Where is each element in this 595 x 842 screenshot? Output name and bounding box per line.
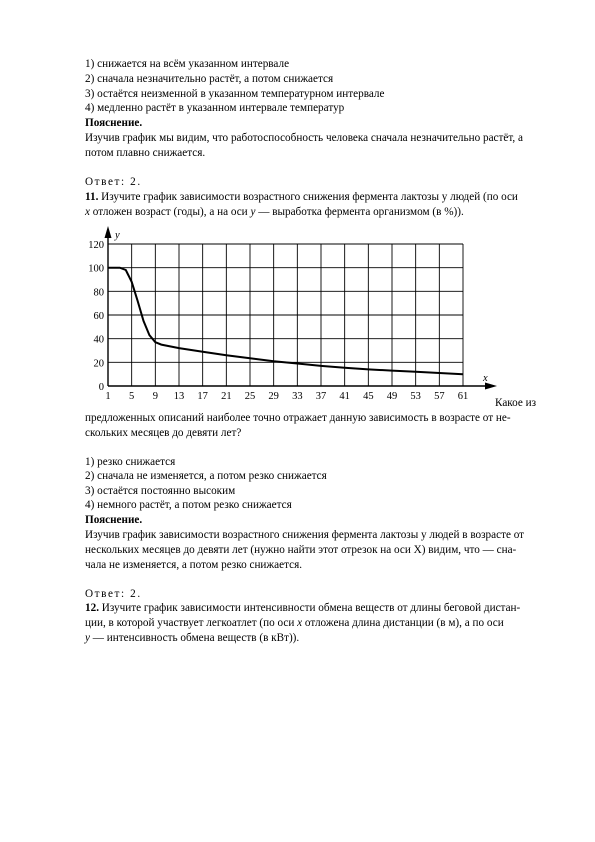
q11-option-3: 3) остаётся постоянно высоким: [85, 485, 236, 497]
q12-question-line2: [85, 616, 504, 630]
y-axis-arrow: [105, 226, 112, 238]
q10-explanation-line: Изучив график мы видим, что работоспособность человека сначала незначительно растёт, а: [85, 132, 523, 144]
x-tick-label: 53: [410, 391, 421, 402]
x-tick-label: 9: [152, 391, 158, 402]
q12-y-var: y: [85, 632, 90, 644]
x-tick-label: 29: [268, 391, 279, 402]
chart-axes: [105, 226, 498, 390]
q11-option-1: 1) резко снижается: [85, 456, 176, 468]
q11-text: — выработка фермента организмом (в %)).: [255, 206, 464, 218]
q11-after-chart: Какое из: [495, 397, 537, 409]
y-tick-label: 60: [93, 311, 104, 322]
x-tick-label: 17: [197, 391, 208, 402]
q10-option-1: 1) снижается на всём указанном интервале: [85, 58, 290, 70]
q11-question: [85, 190, 518, 204]
q12-text: — интенсивность обмена веществ (в кВт)).: [89, 632, 300, 644]
q11-number: 11.: [85, 191, 99, 203]
x-tick-label: 21: [221, 391, 232, 402]
q11-answer: Ответ: 2.: [85, 588, 142, 600]
q11-option-4: 4) немного растёт, а потом резко снижается: [85, 499, 292, 511]
q10-option-4: 4) медленно растёт в указанном интервале температур: [85, 102, 345, 114]
x-axis-label: x: [483, 373, 488, 384]
y-tick-label: 40: [93, 334, 104, 346]
q12-text: отложена длина дистанции (в м), а по оси: [302, 617, 504, 629]
y-tick-label: 100: [88, 263, 104, 275]
series-line: [108, 268, 463, 375]
q12-question-line3: [85, 631, 299, 645]
q11-x-var: x: [85, 206, 90, 218]
q11-question-line2: [85, 205, 464, 219]
y-tick-label: 20: [93, 358, 104, 370]
chart-series: [108, 268, 463, 375]
q12-number: 12.: [85, 602, 99, 614]
x-tick-label: 25: [244, 391, 256, 402]
x-tick-label: 45: [363, 391, 374, 402]
q11-text: отложен возраст (годы), а на оси: [89, 206, 251, 218]
q11-y-var: y: [250, 206, 256, 218]
q11-question-line1: Изучите график зависимости возрастного снижения фермента лактозы у людей (по оси: [101, 191, 518, 203]
q12-text: Изучите график зависимости интенсивности обмена веществ от длины беговой дистан-: [101, 602, 521, 614]
q11-explanation-line: чала не изменяется, а потом резко снижается.: [85, 559, 303, 571]
q10-answer: Ответ: 2.: [85, 176, 142, 188]
x-tick-label: 33: [292, 391, 303, 402]
q10-explanation-line: потом плавно снижается.: [85, 147, 206, 159]
q10-explanation-heading: Пояснение.: [85, 117, 143, 129]
y-tick-label: 80: [93, 287, 104, 299]
q11-explanation-line: Изучив график зависимости возрастного снижения фермента лактозы у людей в возрасте от: [85, 529, 525, 541]
x-tick-label: 57: [434, 391, 445, 402]
y-tick-label: 120: [88, 240, 104, 251]
x-tick-label: 13: [173, 391, 185, 402]
q10-option-3: 3) остаётся неизменной в указанном температурном интервале: [85, 88, 385, 100]
y-axis-label: y: [115, 230, 120, 241]
x-tick-label: 1: [105, 391, 111, 402]
q12-text: ции, в которой участвует легкоатлет (по оси: [85, 617, 298, 629]
q11-after-chart: предложенных описаний наиболее точно отражает данную зависимость в возрасте от не-: [85, 412, 511, 424]
chart-grid: [108, 244, 463, 386]
q11-after-chart: скольких месяцев до девяти лет?: [85, 427, 242, 439]
x-tick-label: 5: [129, 391, 135, 402]
q11-explanation-line: нескольких месяцев до девяти лет (нужно найти этот отрезок на оси Х) видим, что — сна-: [85, 544, 517, 556]
x-tick-label: 49: [386, 391, 398, 402]
x-tick-label: 41: [339, 391, 350, 402]
x-tick-label: 61: [457, 391, 469, 402]
x-tick-label: 37: [315, 391, 327, 402]
chart-ticks: [88, 240, 468, 402]
q12-x-var: x: [297, 617, 303, 629]
q10-option-2: 2) сначала незначительно растёт, а потом снижается: [85, 73, 334, 85]
lactase-chart: [82, 224, 502, 404]
q11-explanation-heading: Пояснение.: [85, 514, 143, 526]
q11-option-2: 2) сначала не изменяется, а потом резко снижается: [85, 470, 327, 482]
q12-question-line1: [85, 601, 520, 615]
y-tick-label: 0: [98, 382, 104, 393]
